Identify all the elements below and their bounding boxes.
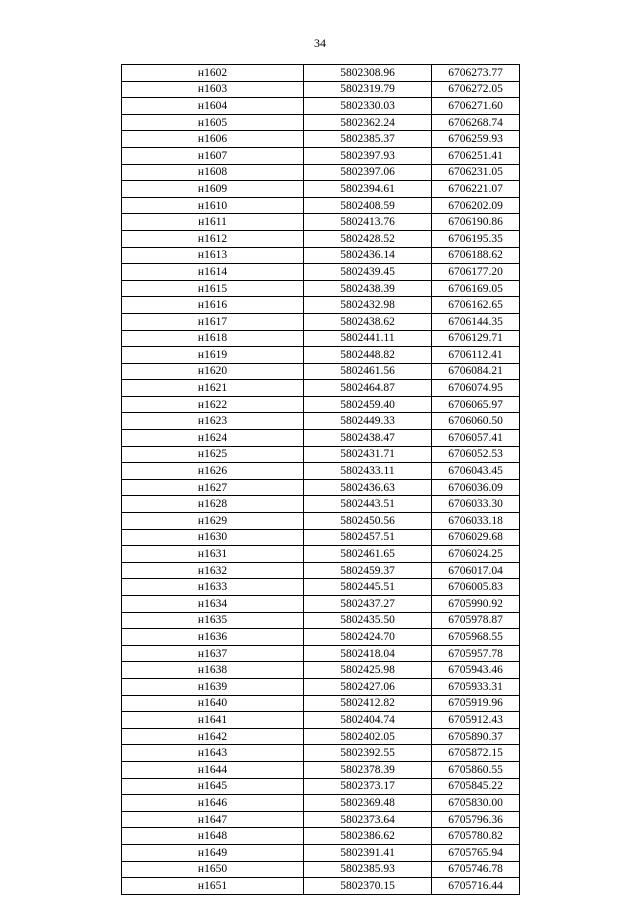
point-id-cell: н1602 xyxy=(122,65,304,82)
y-coordinate-cell: 6706052.53 xyxy=(432,446,520,463)
table-row xyxy=(122,778,520,795)
x-coordinate-cell: 5802391.41 xyxy=(304,844,432,861)
y-coordinate-cell: 6706057.41 xyxy=(432,430,520,447)
table-row xyxy=(122,529,520,546)
point-id-cell: н1620 xyxy=(122,363,304,380)
table-row xyxy=(122,579,520,596)
y-coordinate-cell: 6706259.93 xyxy=(432,131,520,148)
y-coordinate-cell: 6705990.92 xyxy=(432,596,520,613)
y-coordinate-cell: 6706112.41 xyxy=(432,347,520,364)
x-coordinate-cell: 5802461.56 xyxy=(304,363,432,380)
point-id-cell: н1638 xyxy=(122,662,304,679)
table-row xyxy=(122,496,520,513)
table-row xyxy=(122,861,520,878)
y-coordinate-cell: 6706084.21 xyxy=(432,363,520,380)
point-id-cell: н1624 xyxy=(122,430,304,447)
x-coordinate-cell: 5802413.76 xyxy=(304,214,432,231)
table-row xyxy=(122,247,520,264)
table-row xyxy=(122,396,520,413)
y-coordinate-cell: 6705845.22 xyxy=(432,778,520,795)
coordinates-table xyxy=(121,64,520,895)
x-coordinate-cell: 5802404.74 xyxy=(304,712,432,729)
y-coordinate-cell: 6705978.87 xyxy=(432,612,520,629)
y-coordinate-cell: 6705872.15 xyxy=(432,745,520,762)
point-id-cell: н1631 xyxy=(122,546,304,563)
y-coordinate-cell: 6706043.45 xyxy=(432,463,520,480)
table-row xyxy=(122,629,520,646)
table-row xyxy=(122,297,520,314)
table-row xyxy=(122,214,520,231)
point-id-cell: н1605 xyxy=(122,114,304,131)
x-coordinate-cell: 5802438.47 xyxy=(304,430,432,447)
point-id-cell: н1635 xyxy=(122,612,304,629)
point-id-cell: н1650 xyxy=(122,861,304,878)
x-coordinate-cell: 5802464.87 xyxy=(304,380,432,397)
point-id-cell: н1618 xyxy=(122,330,304,347)
y-coordinate-cell: 6706017.04 xyxy=(432,562,520,579)
y-coordinate-cell: 6706029.68 xyxy=(432,529,520,546)
y-coordinate-cell: 6706169.05 xyxy=(432,280,520,297)
x-coordinate-cell: 5802436.63 xyxy=(304,479,432,496)
table-row xyxy=(122,446,520,463)
point-id-cell: н1610 xyxy=(122,197,304,214)
x-coordinate-cell: 5802385.37 xyxy=(304,131,432,148)
point-id-cell: н1633 xyxy=(122,579,304,596)
x-coordinate-cell: 5802427.06 xyxy=(304,678,432,695)
point-id-cell: н1616 xyxy=(122,297,304,314)
x-coordinate-cell: 5802424.70 xyxy=(304,629,432,646)
point-id-cell: н1640 xyxy=(122,695,304,712)
table-row xyxy=(122,695,520,712)
y-coordinate-cell: 6706190.86 xyxy=(432,214,520,231)
x-coordinate-cell: 5802445.51 xyxy=(304,579,432,596)
point-id-cell: н1651 xyxy=(122,878,304,895)
x-coordinate-cell: 5802369.48 xyxy=(304,795,432,812)
y-coordinate-cell: 6706162.65 xyxy=(432,297,520,314)
x-coordinate-cell: 5802392.55 xyxy=(304,745,432,762)
point-id-cell: н1627 xyxy=(122,479,304,496)
table-row xyxy=(122,513,520,530)
x-coordinate-cell: 5802370.15 xyxy=(304,878,432,895)
table-row xyxy=(122,562,520,579)
table-row xyxy=(122,81,520,98)
y-coordinate-cell: 6706129.71 xyxy=(432,330,520,347)
y-coordinate-cell: 6706024.25 xyxy=(432,546,520,563)
table-row xyxy=(122,430,520,447)
point-id-cell: н1603 xyxy=(122,81,304,98)
point-id-cell: н1612 xyxy=(122,230,304,247)
x-coordinate-cell: 5802378.39 xyxy=(304,761,432,778)
point-id-cell: н1648 xyxy=(122,828,304,845)
x-coordinate-cell: 5802457.51 xyxy=(304,529,432,546)
coordinates-table-body xyxy=(122,65,520,895)
x-coordinate-cell: 5802459.37 xyxy=(304,562,432,579)
y-coordinate-cell: 6705943.46 xyxy=(432,662,520,679)
point-id-cell: н1623 xyxy=(122,413,304,430)
table-row xyxy=(122,313,520,330)
y-coordinate-cell: 6706271.60 xyxy=(432,98,520,115)
table-row xyxy=(122,728,520,745)
point-id-cell: н1609 xyxy=(122,181,304,198)
table-row xyxy=(122,546,520,563)
y-coordinate-cell: 6706060.50 xyxy=(432,413,520,430)
x-coordinate-cell: 5802436.14 xyxy=(304,247,432,264)
x-coordinate-cell: 5802319.79 xyxy=(304,81,432,98)
y-coordinate-cell: 6706272.05 xyxy=(432,81,520,98)
x-coordinate-cell: 5802450.56 xyxy=(304,513,432,530)
y-coordinate-cell: 6706268.74 xyxy=(432,114,520,131)
table-row xyxy=(122,363,520,380)
y-coordinate-cell: 6706036.09 xyxy=(432,479,520,496)
y-coordinate-cell: 6705796.36 xyxy=(432,811,520,828)
y-coordinate-cell: 6706065.97 xyxy=(432,396,520,413)
x-coordinate-cell: 5802431.71 xyxy=(304,446,432,463)
x-coordinate-cell: 5802373.17 xyxy=(304,778,432,795)
table-row xyxy=(122,131,520,148)
table-row xyxy=(122,828,520,845)
y-coordinate-cell: 6705890.37 xyxy=(432,728,520,745)
x-coordinate-cell: 5802438.39 xyxy=(304,280,432,297)
point-id-cell: н1637 xyxy=(122,645,304,662)
x-coordinate-cell: 5802428.52 xyxy=(304,230,432,247)
table-row xyxy=(122,745,520,762)
x-coordinate-cell: 5802412.82 xyxy=(304,695,432,712)
table-row xyxy=(122,98,520,115)
x-coordinate-cell: 5802459.40 xyxy=(304,396,432,413)
y-coordinate-cell: 6706074.95 xyxy=(432,380,520,397)
point-id-cell: н1632 xyxy=(122,562,304,579)
x-coordinate-cell: 5802373.64 xyxy=(304,811,432,828)
point-id-cell: н1642 xyxy=(122,728,304,745)
table-row xyxy=(122,795,520,812)
y-coordinate-cell: 6705780.82 xyxy=(432,828,520,845)
x-coordinate-cell: 5802386.62 xyxy=(304,828,432,845)
y-coordinate-cell: 6705860.55 xyxy=(432,761,520,778)
point-id-cell: н1613 xyxy=(122,247,304,264)
y-coordinate-cell: 6706005.83 xyxy=(432,579,520,596)
y-coordinate-cell: 6706221.07 xyxy=(432,181,520,198)
y-coordinate-cell: 6705912.43 xyxy=(432,712,520,729)
x-coordinate-cell: 5802402.05 xyxy=(304,728,432,745)
table-row xyxy=(122,712,520,729)
point-id-cell: н1644 xyxy=(122,761,304,778)
point-id-cell: н1639 xyxy=(122,678,304,695)
point-id-cell: н1617 xyxy=(122,313,304,330)
point-id-cell: н1622 xyxy=(122,396,304,413)
point-id-cell: н1619 xyxy=(122,347,304,364)
x-coordinate-cell: 5802385.93 xyxy=(304,861,432,878)
y-coordinate-cell: 6705765.94 xyxy=(432,844,520,861)
y-coordinate-cell: 6705968.55 xyxy=(432,629,520,646)
y-coordinate-cell: 6706188.62 xyxy=(432,247,520,264)
x-coordinate-cell: 5802330.03 xyxy=(304,98,432,115)
table-row xyxy=(122,844,520,861)
point-id-cell: н1604 xyxy=(122,98,304,115)
table-row xyxy=(122,197,520,214)
point-id-cell: н1621 xyxy=(122,380,304,397)
table-row xyxy=(122,761,520,778)
x-coordinate-cell: 5802432.98 xyxy=(304,297,432,314)
x-coordinate-cell: 5802441.11 xyxy=(304,330,432,347)
table-row xyxy=(122,479,520,496)
point-id-cell: н1636 xyxy=(122,629,304,646)
x-coordinate-cell: 5802443.51 xyxy=(304,496,432,513)
table-row xyxy=(122,878,520,895)
y-coordinate-cell: 6706251.41 xyxy=(432,147,520,164)
point-id-cell: н1646 xyxy=(122,795,304,812)
point-id-cell: н1626 xyxy=(122,463,304,480)
point-id-cell: н1606 xyxy=(122,131,304,148)
x-coordinate-cell: 5802433.11 xyxy=(304,463,432,480)
y-coordinate-cell: 6706202.09 xyxy=(432,197,520,214)
x-coordinate-cell: 5802435.50 xyxy=(304,612,432,629)
point-id-cell: н1628 xyxy=(122,496,304,513)
x-coordinate-cell: 5802308.96 xyxy=(304,65,432,82)
y-coordinate-cell: 6706033.30 xyxy=(432,496,520,513)
y-coordinate-cell: 6706033.18 xyxy=(432,513,520,530)
table-row xyxy=(122,147,520,164)
y-coordinate-cell: 6706231.05 xyxy=(432,164,520,181)
table-row xyxy=(122,678,520,695)
point-id-cell: н1607 xyxy=(122,147,304,164)
point-id-cell: н1649 xyxy=(122,844,304,861)
table-row xyxy=(122,645,520,662)
point-id-cell: н1615 xyxy=(122,280,304,297)
point-id-cell: н1645 xyxy=(122,778,304,795)
table-row xyxy=(122,612,520,629)
table-row xyxy=(122,164,520,181)
y-coordinate-cell: 6706273.77 xyxy=(432,65,520,82)
table-row xyxy=(122,662,520,679)
table-row xyxy=(122,380,520,397)
table-row xyxy=(122,114,520,131)
x-coordinate-cell: 5802448.82 xyxy=(304,347,432,364)
y-coordinate-cell: 6706144.35 xyxy=(432,313,520,330)
point-id-cell: н1647 xyxy=(122,811,304,828)
point-id-cell: н1641 xyxy=(122,712,304,729)
x-coordinate-cell: 5802418.04 xyxy=(304,645,432,662)
table-row xyxy=(122,280,520,297)
x-coordinate-cell: 5802449.33 xyxy=(304,413,432,430)
y-coordinate-cell: 6705933.31 xyxy=(432,678,520,695)
y-coordinate-cell: 6705830.00 xyxy=(432,795,520,812)
point-id-cell: н1643 xyxy=(122,745,304,762)
table-row xyxy=(122,330,520,347)
table-row xyxy=(122,463,520,480)
x-coordinate-cell: 5802425.98 xyxy=(304,662,432,679)
x-coordinate-cell: 5802394.61 xyxy=(304,181,432,198)
table-row xyxy=(122,347,520,364)
x-coordinate-cell: 5802397.06 xyxy=(304,164,432,181)
x-coordinate-cell: 5802437.27 xyxy=(304,596,432,613)
x-coordinate-cell: 5802438.62 xyxy=(304,313,432,330)
table-row xyxy=(122,413,520,430)
y-coordinate-cell: 6706195.35 xyxy=(432,230,520,247)
x-coordinate-cell: 5802439.45 xyxy=(304,264,432,281)
point-id-cell: н1634 xyxy=(122,596,304,613)
y-coordinate-cell: 6705957.78 xyxy=(432,645,520,662)
point-id-cell: н1608 xyxy=(122,164,304,181)
point-id-cell: н1611 xyxy=(122,214,304,231)
point-id-cell: н1625 xyxy=(122,446,304,463)
table-row xyxy=(122,230,520,247)
page-number: 34 xyxy=(314,36,326,50)
y-coordinate-cell: 6705716.44 xyxy=(432,878,520,895)
point-id-cell: н1614 xyxy=(122,264,304,281)
x-coordinate-cell: 5802461.65 xyxy=(304,546,432,563)
y-coordinate-cell: 6706177.20 xyxy=(432,264,520,281)
y-coordinate-cell: 6705746.78 xyxy=(432,861,520,878)
x-coordinate-cell: 5802362.24 xyxy=(304,114,432,131)
x-coordinate-cell: 5802397.93 xyxy=(304,147,432,164)
point-id-cell: н1630 xyxy=(122,529,304,546)
table-row xyxy=(122,65,520,82)
table-row xyxy=(122,811,520,828)
y-coordinate-cell: 6705919.96 xyxy=(432,695,520,712)
table-row xyxy=(122,596,520,613)
table-row xyxy=(122,181,520,198)
x-coordinate-cell: 5802408.59 xyxy=(304,197,432,214)
table-row xyxy=(122,264,520,281)
point-id-cell: н1629 xyxy=(122,513,304,530)
